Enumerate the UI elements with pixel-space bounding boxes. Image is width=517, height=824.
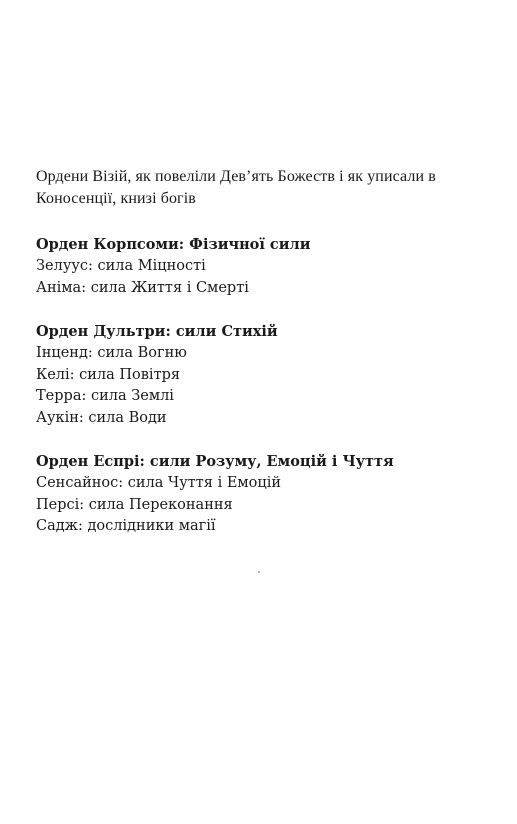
order-entry: Інценд: сила Вогню (36, 345, 187, 361)
page-content (36, 166, 486, 560)
order-entry: Зелуус: сила Міцності (36, 258, 206, 274)
order-title: Орден Корпсоми: Фізичної сили (36, 236, 311, 253)
order-title: Орден Дультри: сили Стихій (36, 323, 278, 340)
order-entry: Садж: дослідники магії (36, 518, 216, 534)
order-section-korpsoma (36, 234, 486, 299)
order-entry: Терра: сила Землі (36, 388, 174, 404)
order-entry: Келі: сила Повітря (36, 366, 181, 383)
intro-paragraph: Ордени Візій, як повеліли Дев’ять Божеств і як уписали в Коносенції, книзі богів (36, 168, 436, 207)
order-section-espri (36, 451, 486, 538)
order-title: Орден Еспрі: сили Розуму, Емоцій і Чуття (36, 453, 394, 470)
order-entry: Аукін: сила Води (36, 409, 167, 426)
order-entry: Аніма: сила Життя і Смерті (36, 279, 249, 296)
order-entry: Сенсайнос: сила Чуття і Емоцій (36, 475, 282, 491)
order-entry: Персі: сила Переконання (36, 496, 233, 513)
order-section-dultra (36, 321, 486, 429)
print-speck (258, 571, 260, 573)
